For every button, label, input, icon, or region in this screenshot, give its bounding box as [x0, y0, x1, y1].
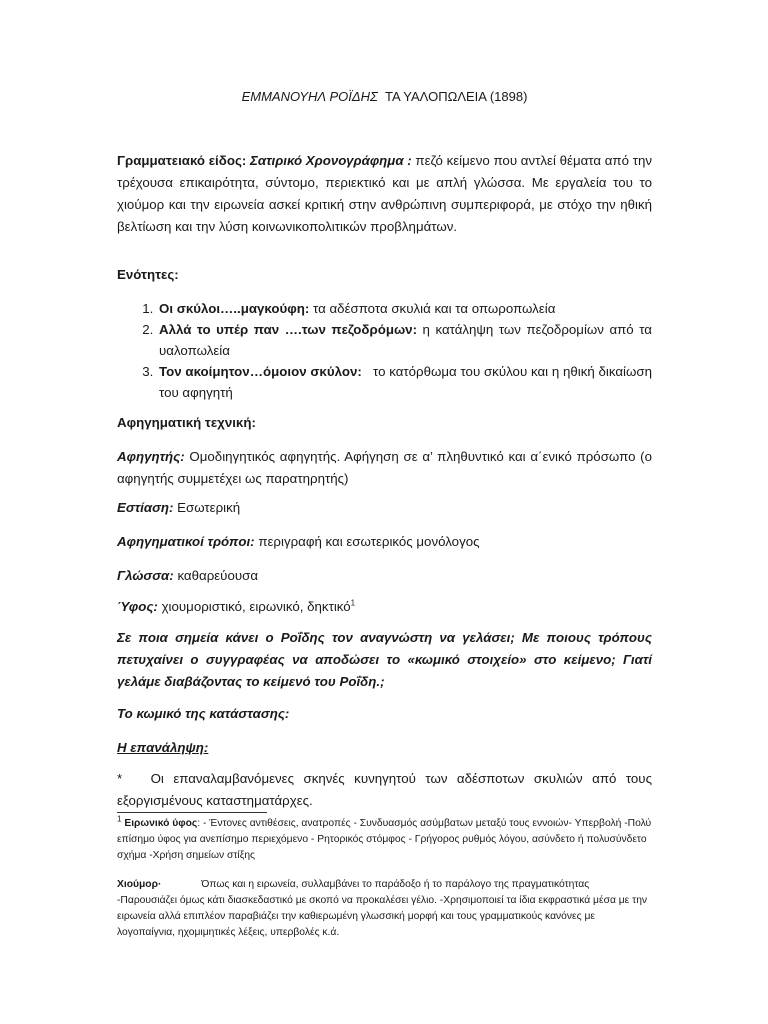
bullet-text: Οι επαναλαμβανόμενες σκηνές κυνηγητού των αδέσποτων σκυλιών από τους εξοργισμένους καταστηματάρχες. — [117, 771, 652, 808]
page-title — [117, 89, 652, 104]
footnote-1-label: Ειρωνικό ύφος — [124, 818, 198, 829]
footnote-2 — [117, 877, 652, 941]
sections-list-wrapper — [117, 298, 652, 403]
modes-text: περιγραφή και εσωτερικός μονόλογος — [258, 534, 480, 549]
footnote-ref[interactable]: 1 — [350, 598, 356, 608]
style-line — [117, 596, 652, 618]
sections-list — [117, 298, 652, 403]
section-item-title: Οι σκύλοι…..μαγκούφη: — [159, 301, 310, 316]
footnote-divider — [117, 812, 267, 813]
genre-text: πεζό κείμενο που αντλεί θέματα από την τρέχουσα επικαιρότητα, σύντομο, περιεκτικό και με απλή γλώσσα. Με εργαλεία του το χιούμορ και την ειρωνεία ασκεί κριτική στην ανθρώπινη συμπεριφορά, με στόχο την ηθική βελτίωση και την λύση κοινωνικοπολιτικών προβλημάτων. — [117, 153, 652, 234]
modes-label: Αφηγηματικοί τρόποι: — [117, 534, 255, 549]
style-label: Ύφος: — [117, 599, 158, 614]
genre-value: Σατιρικό Χρονογράφημα : — [250, 153, 412, 168]
question-paragraph: Σε ποια σημεία κάνει ο Ροΐδης τον αναγνώστη να γελάσει; Με ποιους τρόπους πετυχαίνει ο συγγραφέας να αποδώσει το «κωμικό στοιχείο» στο κείμενο; Γιατί γελάμε διαβάζοντας το κείμενό του Ροΐδη.; — [117, 630, 652, 689]
section-item-text: η κατάληψη των πεζοδρομίων από τα υαλοπωλεία — [159, 322, 652, 358]
section-item-text: τα αδέσποτα σκυλιά και τα οπωροπωλεία — [313, 301, 556, 316]
narrator-paragraph — [117, 446, 652, 490]
bullet-mark: * — [117, 771, 123, 786]
modes-line — [117, 531, 652, 553]
focus-line — [117, 497, 652, 519]
style-text: χιουμοριστικό, ειρωνικό, δηκτικό — [161, 599, 351, 614]
narrator-label: Αφηγητής: — [117, 449, 185, 464]
focus-text: Εσωτερική — [177, 500, 241, 515]
footnote-2-label: Χιούμορ· — [117, 879, 162, 890]
section-item-text: το κατόρθωμα του σκύλου και η ηθική δικαίωση του αφηγητή — [159, 364, 652, 400]
language-line — [117, 565, 652, 587]
genre-paragraph — [117, 150, 652, 238]
language-text: καθαρεύουσα — [177, 568, 259, 583]
footnote-1-text: : - Έντονες αντιθέσεις, ανατροπές - Συνδυασμός ασύμβατων μεταξύ τους εννοιών- Υπερβολή -Πολύ επίσημο ύφος για ανεπίσημο περιεχόμενο - Ρητορικός στόμφος - Γρήγορος ρυθμός λόγου, ασύνδετο ή πολυσύνδετο σχήμα -Χρήση σημείων στίξης — [117, 818, 652, 861]
title-work: ΤΑ ΥΑΛΟΠΩΛΕΙΑ (1898) — [385, 89, 528, 104]
footnote-2-text: Όπως και η ειρωνεία, συλλαμβάνει το παράδοξο ή το παράλογο της πραγματικότητας -Παρουσιάζει όμως κάτι διασκεδαστικό με σκοπό να προκαλέσει γέλιο. -Χρησιμοποιεί τα ίδια εκφραστικά μέσα με την ειρωνεία αλλά επιπλέον παραβιάζει την καθιερωμένη γλωσσική μορφή και τους γραμματικούς κανόνες με λογοπαίγνια, ηχομιμητικές λέξεις, υπερβολές κ.ά. — [117, 879, 648, 938]
section-item — [157, 298, 652, 319]
narrator-text: Ομοδιηγητικός αφηγητής. Αφήγηση σε α’ πληθυντικό και α΄ενικό πρόσωπο (ο αφηγητής συμμετέχει ως παρατηρητής) — [117, 449, 653, 486]
repetition-heading: Η επανάληψη: — [117, 740, 209, 755]
footnote-1 — [117, 816, 652, 864]
title-author: ΕΜΜΑΝΟΥΗΛ ΡΟΪΔΗΣ — [241, 89, 378, 104]
language-label: Γλώσσα: — [117, 568, 174, 583]
section-item — [157, 319, 652, 361]
section-item-title: Τον ακοίμητον…όμοιον σκύλον: — [159, 364, 362, 379]
bullet-paragraph — [117, 768, 652, 812]
technique-heading: Αφηγηματική τεχνική: — [117, 415, 256, 430]
section-item — [157, 361, 652, 403]
comic-heading: Το κωμικό της κατάστασης: — [117, 706, 290, 721]
focus-label: Εστίαση: — [117, 500, 174, 515]
footnote-number: 1 — [117, 814, 122, 824]
section-item-title: Αλλά το υπέρ παν ….των πεζοδρόμων: — [159, 322, 418, 337]
sections-heading: Ενότητες: — [117, 267, 179, 282]
genre-label: Γραμματειακό είδος: — [117, 153, 247, 168]
